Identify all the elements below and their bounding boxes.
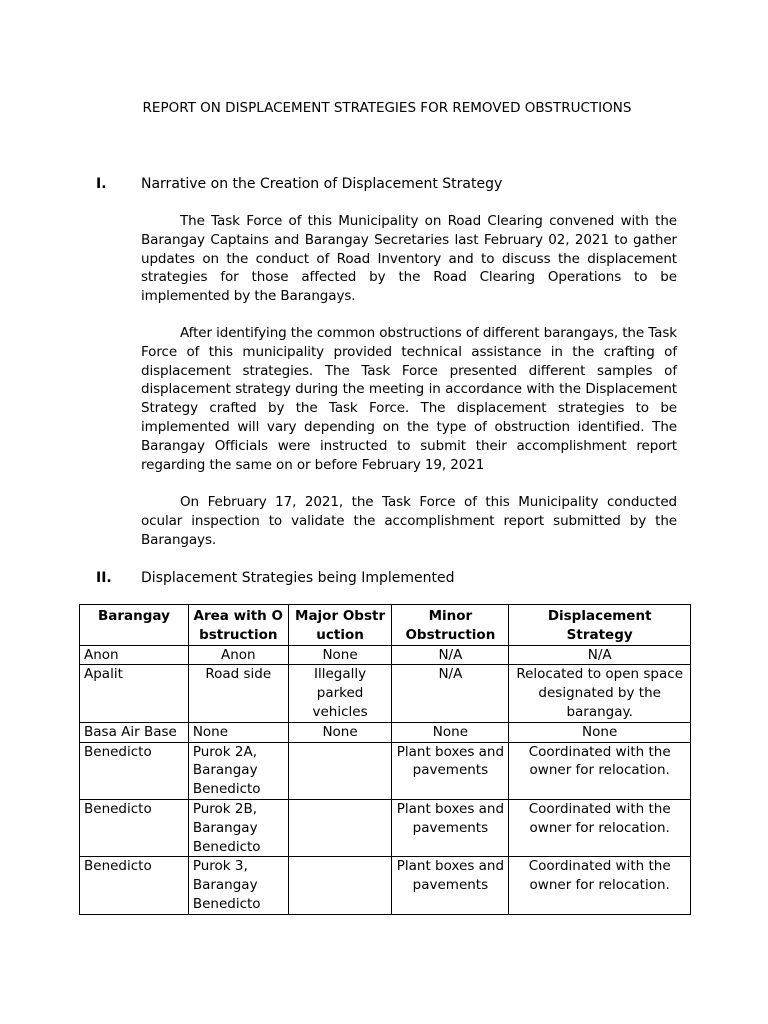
section-number: II. [96,570,112,586]
cell-strategy: Coordinated with the owner for relocation. [509,799,691,856]
cell-minor: N/A [392,645,509,665]
header-displacement-strategy: Displacement Strategy [509,605,691,646]
cell-barangay: Anon [80,645,189,665]
cell-major: Illegally parked vehicles [288,665,392,722]
cell-barangay: Apalit [80,665,189,722]
header-major-obstruction: Major Obstruction [288,605,392,646]
cell-barangay: Basa Air Base [80,722,189,742]
cell-barangay: Benedicto [80,742,189,799]
cell-major [288,857,392,914]
cell-minor: Plant boxes and pavements [392,857,509,914]
cell-major: None [288,722,392,742]
cell-barangay: Benedicto [80,799,189,856]
paragraph-1: The Task Force of this Municipality on Road Clearing convened with the Barangay Captains and Barangay Secretaries last February 02, 2021 to gather updates on the conduct of Road Inventory and to discuss the displacement strategies for those affected by the Road Clearing Operations to be implemented by the Barangays. [141,213,677,305]
cell-minor: Plant boxes and pavements [392,742,509,799]
table-row [80,857,691,914]
cell-minor: Plant boxes and pavements [392,799,509,856]
cell-area: None [188,722,288,742]
cell-strategy: None [509,722,691,742]
table-row [80,742,691,799]
table-row [80,665,691,722]
displacement-strategy-table [79,604,691,915]
cell-area: Purok 2B, Barangay Benedicto [188,799,288,856]
cell-major [288,742,392,799]
header-area-with-obstruction: Area with Obstruction [188,605,288,646]
section-title: Displacement Strategies being Implemented [141,570,455,586]
page-title: REPORT ON DISPLACEMENT STRATEGIES FOR REMOVED OBSTRUCTIONS [142,100,632,116]
table-row [80,722,691,742]
table-row [80,645,691,665]
cell-area: Purok 3, Barangay Benedicto [188,857,288,914]
cell-minor: None [392,722,509,742]
table-row [80,799,691,856]
table-header-row [80,605,691,646]
cell-major [288,799,392,856]
cell-strategy: Relocated to open space designated by the barangay. [509,665,691,722]
header-barangay: Barangay [80,605,189,646]
cell-area: Anon [188,645,288,665]
cell-strategy: Coordinated with the owner for relocation. [509,742,691,799]
paragraph-2: After identifying the common obstructions of different barangays, the Task Force of this municipality provided technical assistance in the crafting of displacement strategies. The Task Force presented different samples of displacement strategy during the meeting in accordance with the Displacement Strategy crafted by the Task Force. The displacement strategies to be implemented will vary depending on the type of obstruction identified. The Barangay Officials were instructed to submit their accomplishment report regarding the same on or before February 19, 2021 [141,325,677,473]
section-number: I. [96,176,107,192]
header-minor-obstruction: Minor Obstruction [392,605,509,646]
cell-major: None [288,645,392,665]
section-title: Narrative on the Creation of Displacement Strategy [141,176,503,192]
cell-area: Road side [188,665,288,722]
cell-strategy: Coordinated with the owner for relocation. [509,857,691,914]
paragraph-3: On February 17, 2021, the Task Force of this Municipality conducted ocular inspection to validate the accomplishment report submitted by the Barangays. [141,494,677,548]
cell-strategy: N/A [509,645,691,665]
cell-barangay: Benedicto [80,857,189,914]
cell-minor: N/A [392,665,509,722]
cell-area: Purok 2A, Barangay Benedicto [188,742,288,799]
